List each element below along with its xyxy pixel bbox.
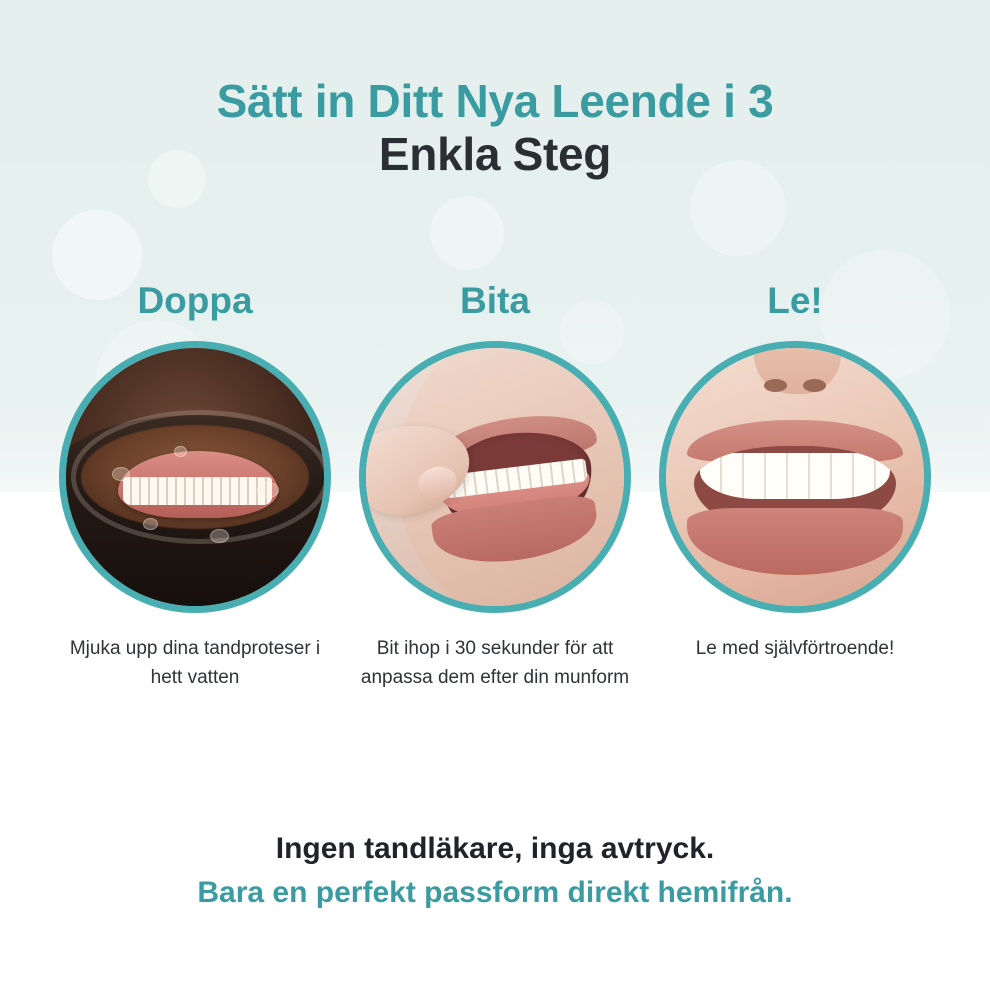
page-title (0, 75, 990, 182)
page-title-line-1: Sätt in Ditt Nya Leende i 3 (216, 74, 774, 127)
steps-row (0, 282, 990, 692)
biting-denture-photo (366, 348, 624, 606)
step-caption-2: Bit ihop i 30 sekunder för att anpassa dem efter din munform (360, 638, 630, 688)
step-item-3 (645, 282, 945, 664)
step-item-2 (345, 282, 645, 692)
footer-tagline (0, 832, 990, 910)
bokeh-circle (430, 196, 504, 270)
step-image-1 (59, 341, 331, 613)
smiling-mouth-photo (666, 348, 924, 606)
step-title-3: Le! (767, 280, 823, 321)
step-caption-1: Mjuka upp dina tandproteser i hett vatten (69, 638, 321, 688)
step-image-3 (659, 341, 931, 613)
page-title-line-2: Enkla Steg (378, 128, 612, 181)
step-caption-3: Le med självförtroende! (695, 638, 895, 659)
footer-line-1: Ingen tandläkare, inga avtryck. (275, 832, 715, 865)
step-item-1 (45, 282, 345, 692)
step-image-2 (359, 341, 631, 613)
step-title-1: Doppa (137, 280, 253, 321)
step-title-2: Bita (460, 280, 530, 321)
denture-in-hot-water-photo (66, 348, 324, 606)
footer-line-2: Bara en perfekt passform direkt hemifrån. (197, 876, 793, 909)
